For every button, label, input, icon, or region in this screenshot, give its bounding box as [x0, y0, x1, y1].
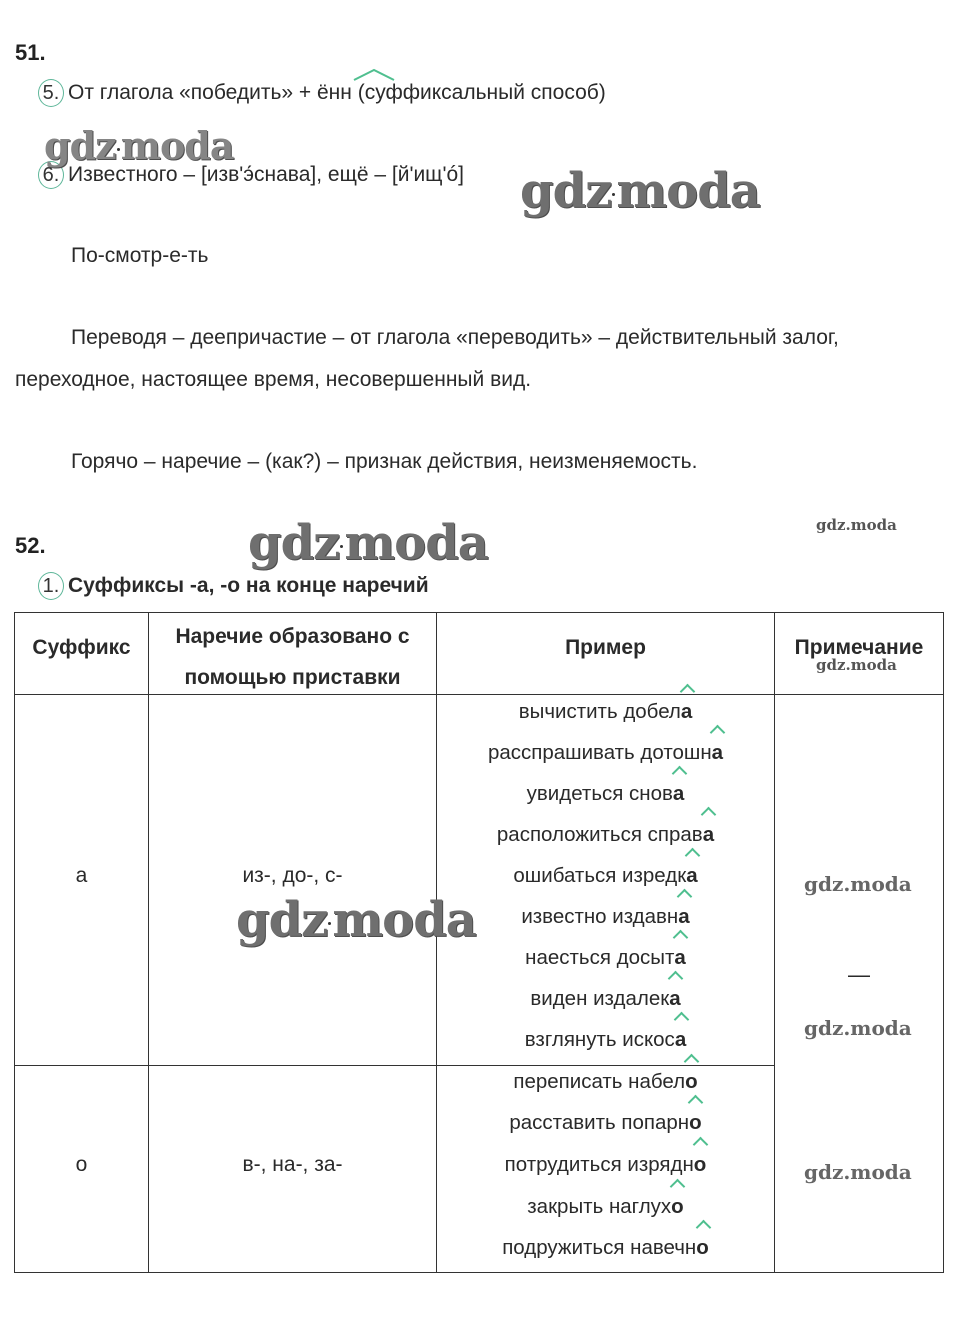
- example-ending: о: [696, 1236, 709, 1259]
- item-1-text: Суффиксы -а, -о на конце наречий: [68, 574, 429, 597]
- header-example: Пример: [565, 636, 646, 659]
- item-marker-1: 1.: [38, 572, 64, 600]
- example-row: [437, 741, 774, 765]
- example-base: подружиться навечн: [502, 1236, 697, 1259]
- example-ending: а: [702, 823, 715, 846]
- example-ending: а: [711, 741, 724, 764]
- example-base: переписать набел: [513, 1070, 686, 1093]
- paragraph-2: Горячо – наречие – (как?) – признак действия, неизменяемость.: [71, 450, 698, 473]
- item-marker-5: 5.: [38, 79, 64, 107]
- watermark-logo: gdz moda: [248, 515, 488, 571]
- row-a-suffix: а: [75, 864, 88, 887]
- header-prefix: [149, 616, 436, 698]
- table-col-divider-3: [774, 612, 775, 1273]
- watermark-logo: gdz.moda: [816, 516, 897, 534]
- example-base: расположиться справ: [496, 823, 703, 846]
- paragraph-line-1: Переводя – деепричастие – от глагола «переводить» – действительный залог,: [71, 326, 839, 349]
- example-ending: о: [693, 1153, 707, 1176]
- example-row: [437, 1070, 774, 1094]
- example-row: [437, 864, 774, 888]
- example-ending: а: [672, 782, 685, 805]
- example-base: известно издавн: [521, 905, 679, 928]
- example-base: ошибаться изредк: [513, 864, 687, 887]
- ex51-item-5: [38, 79, 606, 107]
- note-value: —: [848, 962, 870, 987]
- table-border-right: [943, 612, 944, 1273]
- row-o-suffix: о: [75, 1153, 88, 1176]
- example-row: [437, 700, 774, 724]
- example-row: [437, 1236, 774, 1260]
- item-6-text: Известного – [изв'э́снава], ещё – [й'ищ'ó]: [68, 163, 464, 186]
- example-base: расставить попарн: [509, 1111, 690, 1134]
- example-row: [437, 1111, 774, 1135]
- example-ending: о: [671, 1195, 684, 1218]
- example-row: [437, 782, 774, 806]
- item-5-text: От глагола «победить» + ённ (суффиксальный способ): [68, 81, 606, 104]
- header-note: Примечание: [794, 636, 924, 659]
- example-ending: а: [678, 905, 690, 928]
- row-a-prefixes: из-, до-, с-: [242, 864, 343, 887]
- header-prefix-line-1: Наречие образовано с: [175, 625, 410, 648]
- example-ending: а: [674, 1028, 687, 1051]
- example-row: [437, 905, 774, 929]
- morpheme-line: По-смотр-е-ть: [71, 244, 209, 267]
- header-suffix: Суффикс: [32, 636, 131, 659]
- example-base: вычистить добел: [518, 700, 681, 723]
- watermark-logo: gdz.moda: [816, 656, 897, 674]
- example-base: виден издалек: [530, 987, 670, 1010]
- table-border-bottom: [14, 1272, 944, 1273]
- example-ending: а: [686, 864, 698, 887]
- example-row: [437, 946, 774, 970]
- example-row: [437, 1028, 774, 1052]
- watermark-logo: gdz.moda: [804, 1016, 912, 1040]
- exercise-number-52: 52.: [15, 533, 46, 558]
- watermark-logo: gdz moda: [44, 123, 234, 168]
- table-row-divider: [14, 1065, 775, 1066]
- header-prefix-line-2: помощью приставки: [184, 666, 401, 689]
- item-marker-6: 6.: [38, 161, 64, 189]
- watermark-logo: gdz.moda: [804, 872, 912, 896]
- example-ending: о: [685, 1070, 698, 1093]
- example-row: [437, 1195, 774, 1219]
- watermark-logo: gdz.moda: [804, 1160, 912, 1184]
- watermark-logo: gdz moda: [520, 163, 760, 219]
- paragraph-line-2: переходное, настоящее время, несовершенный вид.: [15, 368, 532, 391]
- exercise-number-51: 51.: [15, 40, 46, 65]
- suffix-roof-icon: [352, 68, 396, 82]
- example-base: взглянуть искос: [524, 1028, 675, 1051]
- example-base: расспрашивать дотошн: [487, 741, 712, 764]
- example-base: потрудиться изрядн: [504, 1153, 694, 1176]
- example-ending: а: [674, 946, 686, 969]
- example-base: увидеться снов: [526, 782, 673, 805]
- example-ending: а: [669, 987, 681, 1010]
- example-ending: о: [689, 1111, 702, 1134]
- ex52-item-1: [38, 572, 429, 600]
- example-row: [437, 1153, 774, 1177]
- example-row: [437, 987, 774, 1011]
- example-ending: а: [680, 700, 693, 723]
- example-base: закрыть наглух: [527, 1195, 672, 1218]
- row-o-prefixes: в-, на-, за-: [242, 1153, 343, 1176]
- example-base: наесться досыт: [525, 946, 675, 969]
- watermark-logo: gdz moda: [236, 892, 476, 948]
- table-border-top: [14, 612, 944, 613]
- example-row: [437, 823, 774, 847]
